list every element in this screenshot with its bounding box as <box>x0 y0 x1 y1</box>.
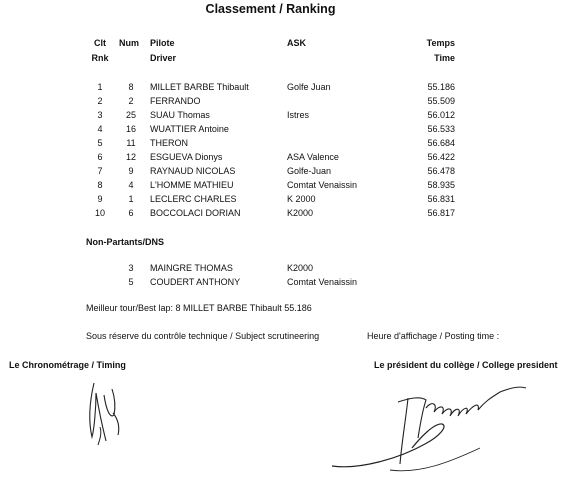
ask-cell: Comtat Venaissin <box>287 277 358 287</box>
ask-cell: Comtat Venaissin <box>287 180 358 190</box>
president-signature <box>330 378 540 478</box>
driver-cell: SUAU Thomas <box>150 110 210 120</box>
result-row <box>0 152 581 165</box>
number-cell: 6 <box>128 208 134 218</box>
result-row <box>0 124 581 137</box>
number-cell: 1 <box>128 194 134 204</box>
driver-cell: RAYNAUD NICOLAS <box>150 166 236 176</box>
driver-cell: WUATTIER Antoine <box>150 124 229 134</box>
timing-signature <box>80 375 140 450</box>
driver-cell: L'HOMME MATHIEU <box>150 180 234 190</box>
driver-cell: FERRANDO <box>150 96 201 106</box>
dns-row <box>0 277 581 290</box>
ask-cell: ASA Valence <box>287 152 339 162</box>
president-signature-label: Le président du collège / College president <box>374 360 558 370</box>
rank-cell: 3 <box>97 110 103 120</box>
driver-cell: MAINGRE THOMAS <box>150 263 233 273</box>
rank-cell: 8 <box>97 180 103 190</box>
rank-cell: 7 <box>97 166 103 176</box>
result-row <box>0 96 581 109</box>
rank-cell: 5 <box>97 138 103 148</box>
result-row <box>0 110 581 123</box>
time-cell: 58.935 <box>427 180 455 190</box>
number-cell: 25 <box>125 110 136 120</box>
rank-cell: 2 <box>97 96 103 106</box>
result-row <box>0 194 581 207</box>
number-cell: 11 <box>126 138 136 148</box>
time-cell: 56.478 <box>427 166 455 176</box>
number-cell: 8 <box>128 82 134 92</box>
driver-cell: ESGUEVA Dionys <box>150 152 223 162</box>
driver-cell: COUDERT ANTHONY <box>150 277 241 287</box>
time-cell: 56.684 <box>427 138 455 148</box>
result-row <box>0 180 581 193</box>
rank-cell: 6 <box>97 152 103 162</box>
header-ask: ASK <box>287 38 307 48</box>
ask-cell: K2000 <box>287 263 314 273</box>
header-rank-fr: Clt <box>94 38 106 48</box>
header-driver-fr: Pilote <box>150 38 175 48</box>
scrutineering-note: Sous réserve du contrôle technique / Subject scrutineering <box>86 331 320 341</box>
dns-row <box>0 263 581 276</box>
header-time-en: Time <box>434 53 455 63</box>
rank-cell: 4 <box>97 124 103 134</box>
driver-cell: LECLERC CHARLES <box>150 194 237 204</box>
number-cell: 12 <box>125 152 136 162</box>
dns-heading: Non-Partants/DNS <box>86 237 165 247</box>
ask-cell: K2000 <box>287 208 314 218</box>
number-cell: 9 <box>128 166 134 176</box>
ask-cell: Golfe-Juan <box>287 166 332 176</box>
posting-time-note: Heure d'affichage / Posting time : <box>367 331 500 341</box>
result-row <box>0 166 581 179</box>
rank-cell: 1 <box>97 82 103 92</box>
best-lap-note: Meilleur tour/Best lap: 8 MILLET BARBE Thibault 55.186 <box>86 303 312 313</box>
number-cell: 2 <box>128 96 134 106</box>
time-cell: 56.533 <box>427 124 455 134</box>
number-cell: 4 <box>128 180 134 190</box>
driver-cell: MILLET BARBE Thibault <box>150 82 249 92</box>
header-driver-en: Driver <box>150 53 177 63</box>
rank-cell: 10 <box>94 208 105 218</box>
page-title: Classement / Ranking <box>205 2 336 16</box>
time-cell: 56.831 <box>427 194 455 204</box>
timing-signature-label: Le Chronométrage / Timing <box>9 360 126 370</box>
driver-cell: BOCCOLACI DORIAN <box>150 208 241 218</box>
number-cell: 16 <box>125 124 136 134</box>
number-cell: 3 <box>128 263 134 273</box>
time-cell: 55.509 <box>427 96 455 106</box>
ask-cell: Golfe Juan <box>287 82 331 92</box>
result-row <box>0 138 581 151</box>
number-cell: 5 <box>128 277 134 287</box>
time-cell: 56.422 <box>427 152 455 162</box>
ask-cell: Istres <box>287 110 310 120</box>
time-cell: 56.817 <box>427 208 455 218</box>
header-rank-en: Rnk <box>91 53 109 63</box>
header-num: Num <box>119 38 139 48</box>
ask-cell: K 2000 <box>287 194 316 204</box>
time-cell: 55.186 <box>427 82 455 92</box>
result-row <box>0 208 581 221</box>
rank-cell: 9 <box>97 194 103 204</box>
time-cell: 56.012 <box>427 110 455 120</box>
header-time-fr: Temps <box>426 38 455 48</box>
result-row <box>0 82 581 95</box>
driver-cell: THERON <box>150 138 188 148</box>
